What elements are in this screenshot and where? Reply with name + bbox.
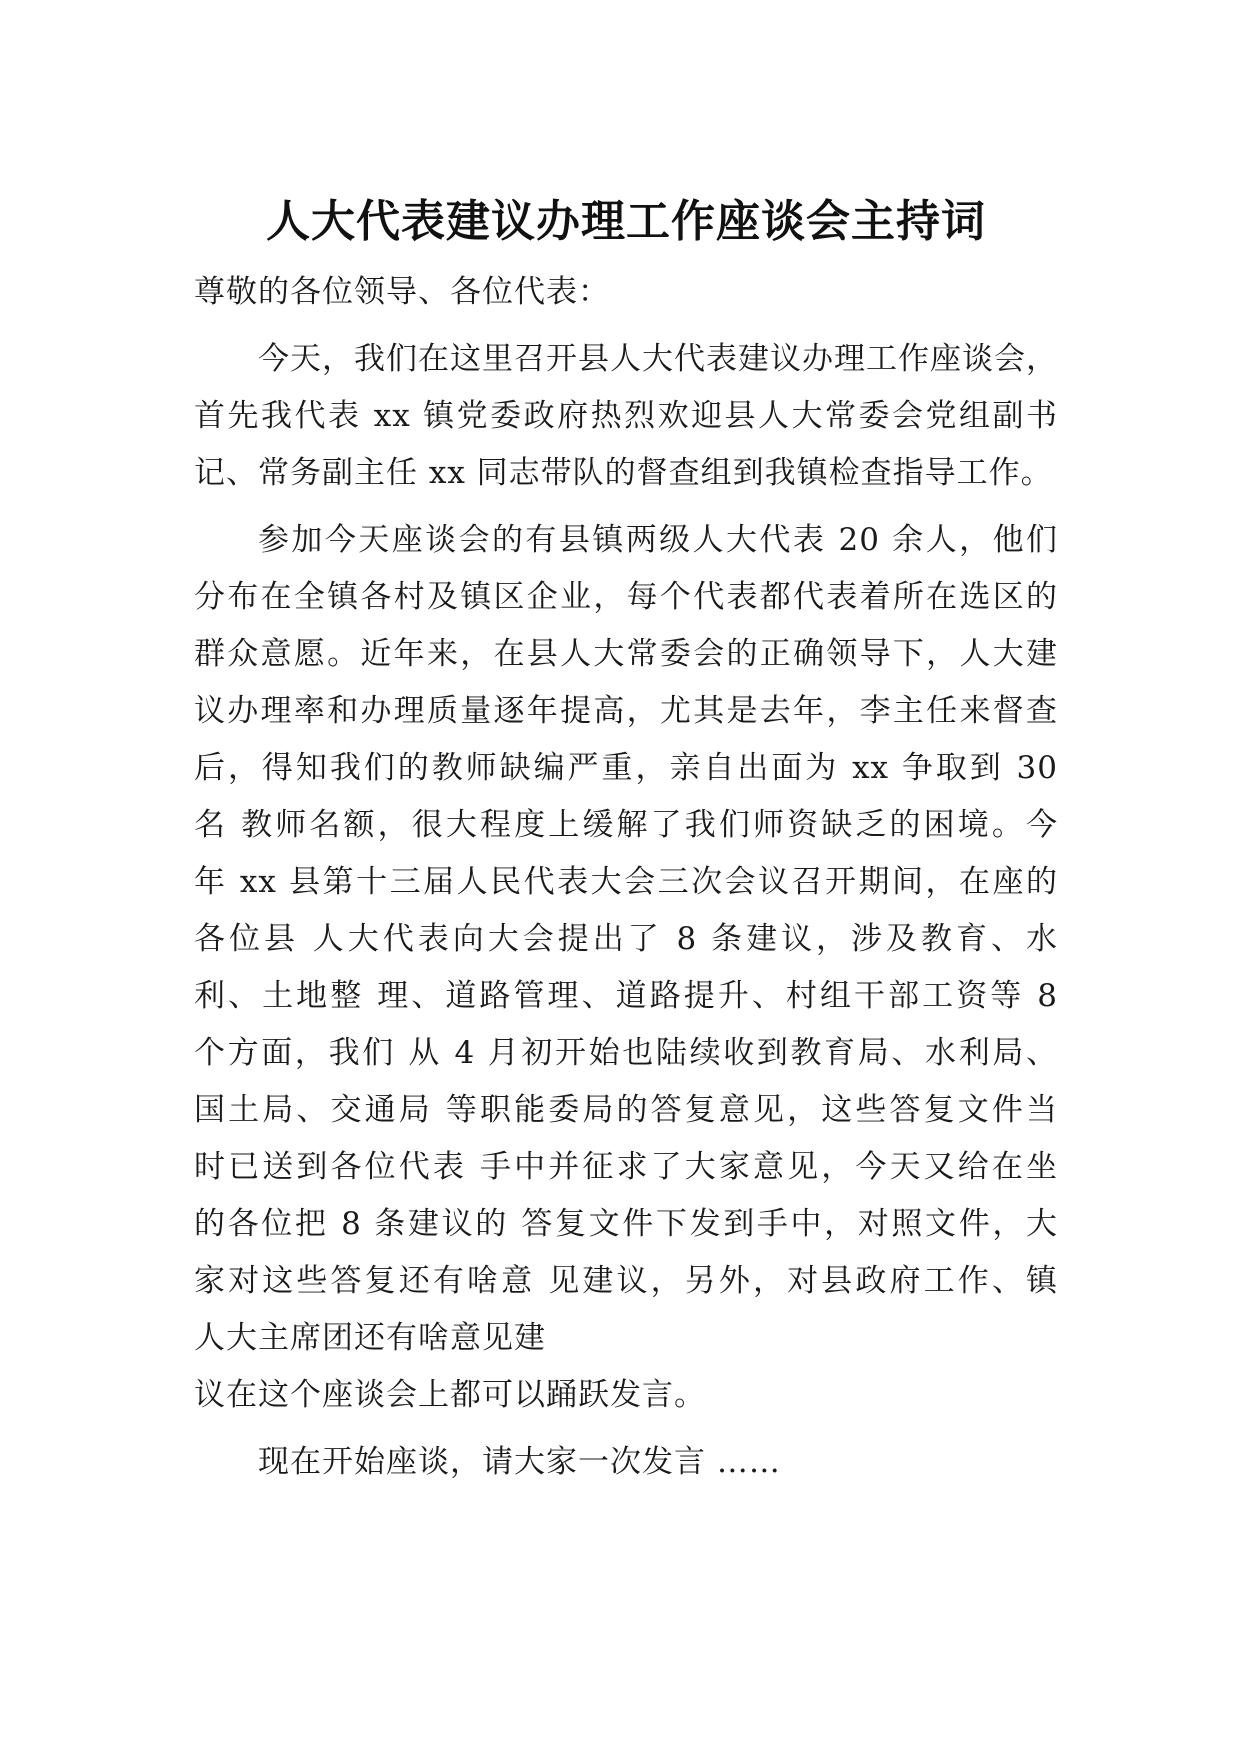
paragraph-2-line: 时已送到各位代表 手中并征求了大家意见，今天又给在坐: [194, 1149, 1058, 1185]
paragraph-2-line: 议办理率和办理质量逐年提高，尤其是去年，李主任来督查: [194, 693, 1058, 729]
paragraph-2-line: 家对这些答复还有啥意 见建议，另外，对县政府工作、镇: [194, 1263, 1058, 1299]
paragraph-1-line: 首先我代表 xx 镇党委政府热烈欢迎县人大常委会党组副书: [194, 398, 1058, 434]
paragraph-2-line: 国土局、交通局 等职能委局的答复意见，这些答复文件当: [194, 1092, 1058, 1128]
paragraph-2: [194, 512, 1058, 1424]
paragraph-2-line: 人大主席团还有啥意见建: [194, 1320, 546, 1356]
paragraph-2-line: 名 教师名额，很大程度上缓解了我们师资缺乏的困境。今: [194, 807, 1058, 843]
paragraph-2-line: 利、土地整 理、道路管理、道路提升、村组干部工资等 8: [194, 978, 1058, 1014]
paragraph-1-line: 今天，我们在这里召开县人大代表建议办理工作座谈会，: [258, 341, 1058, 377]
document-title: 人大代表建议办理工作座谈会主持词: [266, 196, 986, 247]
paragraph-2-line: 年 xx 县第十三届人民代表大会三次会议召开期间，在座的: [194, 864, 1058, 900]
paragraph-2-line: 参加今天座谈会的有县镇两级人大代表 20 余人，他们: [258, 522, 1058, 558]
paragraph-1: [194, 331, 1058, 502]
paragraph-3: 现在开始座谈，请大家一次发言 ……: [258, 1444, 781, 1480]
salutation: 尊敬的各位领导、各位代表：: [194, 274, 610, 310]
paragraph-2-line: 各位县 人大代表向大会提出了 8 条建议，涉及教育、水: [194, 921, 1058, 957]
paragraph-2-line: 分布在全镇各村及镇区企业，每个代表都代表着所在选区的: [194, 579, 1058, 615]
paragraph-2-tail: 议在这个座谈会上都可以踊跃发言。: [194, 1377, 706, 1413]
document-page: [194, 190, 1058, 1491]
paragraph-2-line: 的各位把 8 条建议的 答复文件下发到手中，对照文件，大: [194, 1206, 1058, 1242]
paragraph-2-line: 群众意愿。近年来，在县人大常委会的正确领导下，人大建: [194, 636, 1058, 672]
paragraph-2-line: 个方面，我们 从 4 月初开始也陆续收到教育局、水利局、: [194, 1035, 1058, 1071]
paragraph-2-line: 后，得知我们的教师缺编严重，亲自出面为 xx 争取到 30: [194, 750, 1058, 786]
paragraph-1-line: 记、常务副主任 xx 同志带队的督查组到我镇检查指导工作。: [194, 455, 1053, 491]
